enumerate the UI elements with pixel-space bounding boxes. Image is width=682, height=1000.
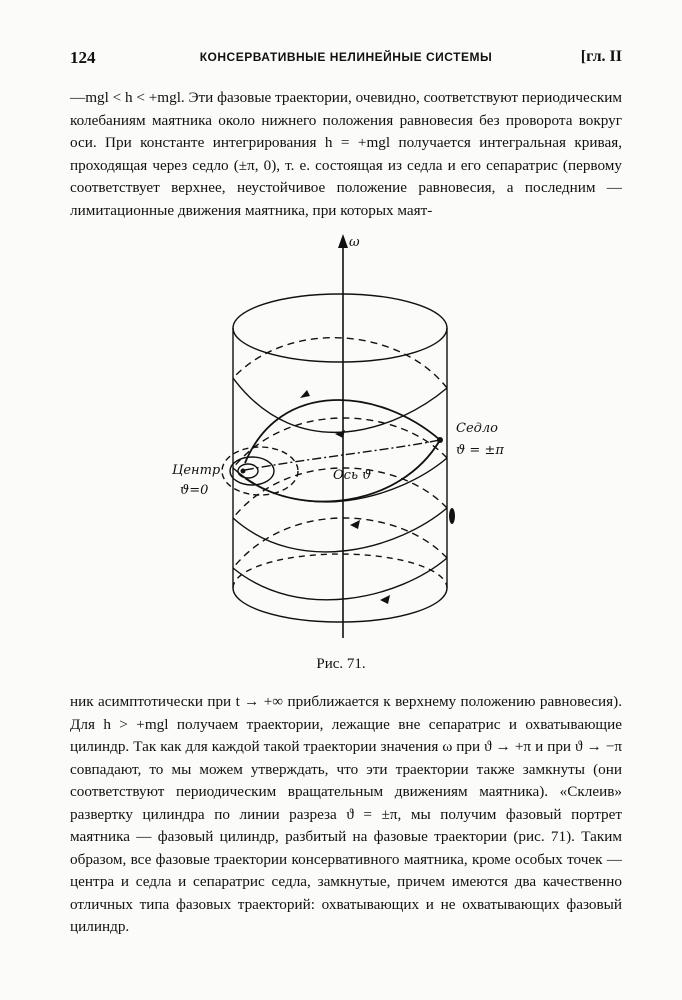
omega-axis-arrow bbox=[338, 234, 348, 248]
right-side-marker bbox=[449, 508, 455, 524]
page-number: 124 bbox=[70, 48, 96, 67]
cylinder-top-rim bbox=[233, 294, 447, 362]
page-header bbox=[70, 48, 622, 72]
trajectory-back bbox=[233, 518, 447, 568]
trajectory-front bbox=[233, 508, 447, 552]
cylinder-bottom-rim bbox=[233, 588, 447, 622]
center-value-label: ϑ=0 bbox=[180, 483, 209, 498]
section-marker: [гл. II bbox=[580, 48, 622, 65]
saddle-value-label: ϑ = ±π bbox=[456, 443, 504, 458]
phase-cylinder-figure bbox=[150, 228, 530, 658]
omega-label: ω bbox=[349, 235, 360, 250]
cylinder-bottom-rim-back bbox=[233, 554, 447, 588]
theta-axis-label: Ось ϑ bbox=[333, 468, 372, 483]
saddle-point bbox=[437, 437, 443, 443]
trajectory-back bbox=[233, 338, 447, 388]
trajectory-front bbox=[233, 378, 447, 432]
paragraph-bottom: ник асимптотически при t → +∞ приближается к верхнему положению равновесия). Для h > +mgl получаем траектории, лежащие вне сепаратрис и охватывающие цилиндр. Так как для каждой такой траектории значения ω при ϑ → +π и при ϑ → −π совпадают, то мы можем утверждать, что эти траектории также замкнуты (они соответствуют периодическим вращательным движениям маятника). «Склеив» развертку цилиндра по линии разреза ϑ = ±π, мы получим фазовый портрет маятника — фазовый цилиндр, разбитый на фазовые траектории (рис. 71). Таким образом, все фазовые траектории консервативного маятника, кроме особых точек — центра и седла и сепаратрис седла, замкнутые, причем имеются два качественно отличных типа фазовых траекторий: охватывающих и не охватывающих фазовый цилиндр. bbox=[70, 693, 622, 935]
running-title: КОНСЕРВАТИВНЫЕ НЕЛИНЕЙНЫЕ СИСТЕМЫ bbox=[199, 50, 493, 64]
trajectory-arrow bbox=[350, 520, 360, 529]
figure-caption: Рис. 71. bbox=[316, 656, 366, 672]
trajectory-arrow bbox=[380, 595, 390, 604]
center-label: Центр bbox=[172, 463, 221, 478]
saddle-label: Седло bbox=[456, 421, 498, 436]
center-point bbox=[241, 469, 246, 474]
trajectory-front bbox=[233, 558, 447, 600]
paragraph-top: —mgl < h < +mgl. Эти фазовые траектории, очевидно, соответствуют периодическим колебаниям маятника около нижнего положения равновесия без проворота вокруг оси. При константе интегрирования h = +mgl получается интегральная кривая, проходящая через седло (±π, 0), т. е. состоящая из седла и его сепаратрис (первому соответствует верхнее, неустойчивое положение равновесия, а последним — лимитационные движения маятника, при которых маят- bbox=[70, 89, 622, 219]
separatrix-arrow bbox=[300, 390, 310, 398]
